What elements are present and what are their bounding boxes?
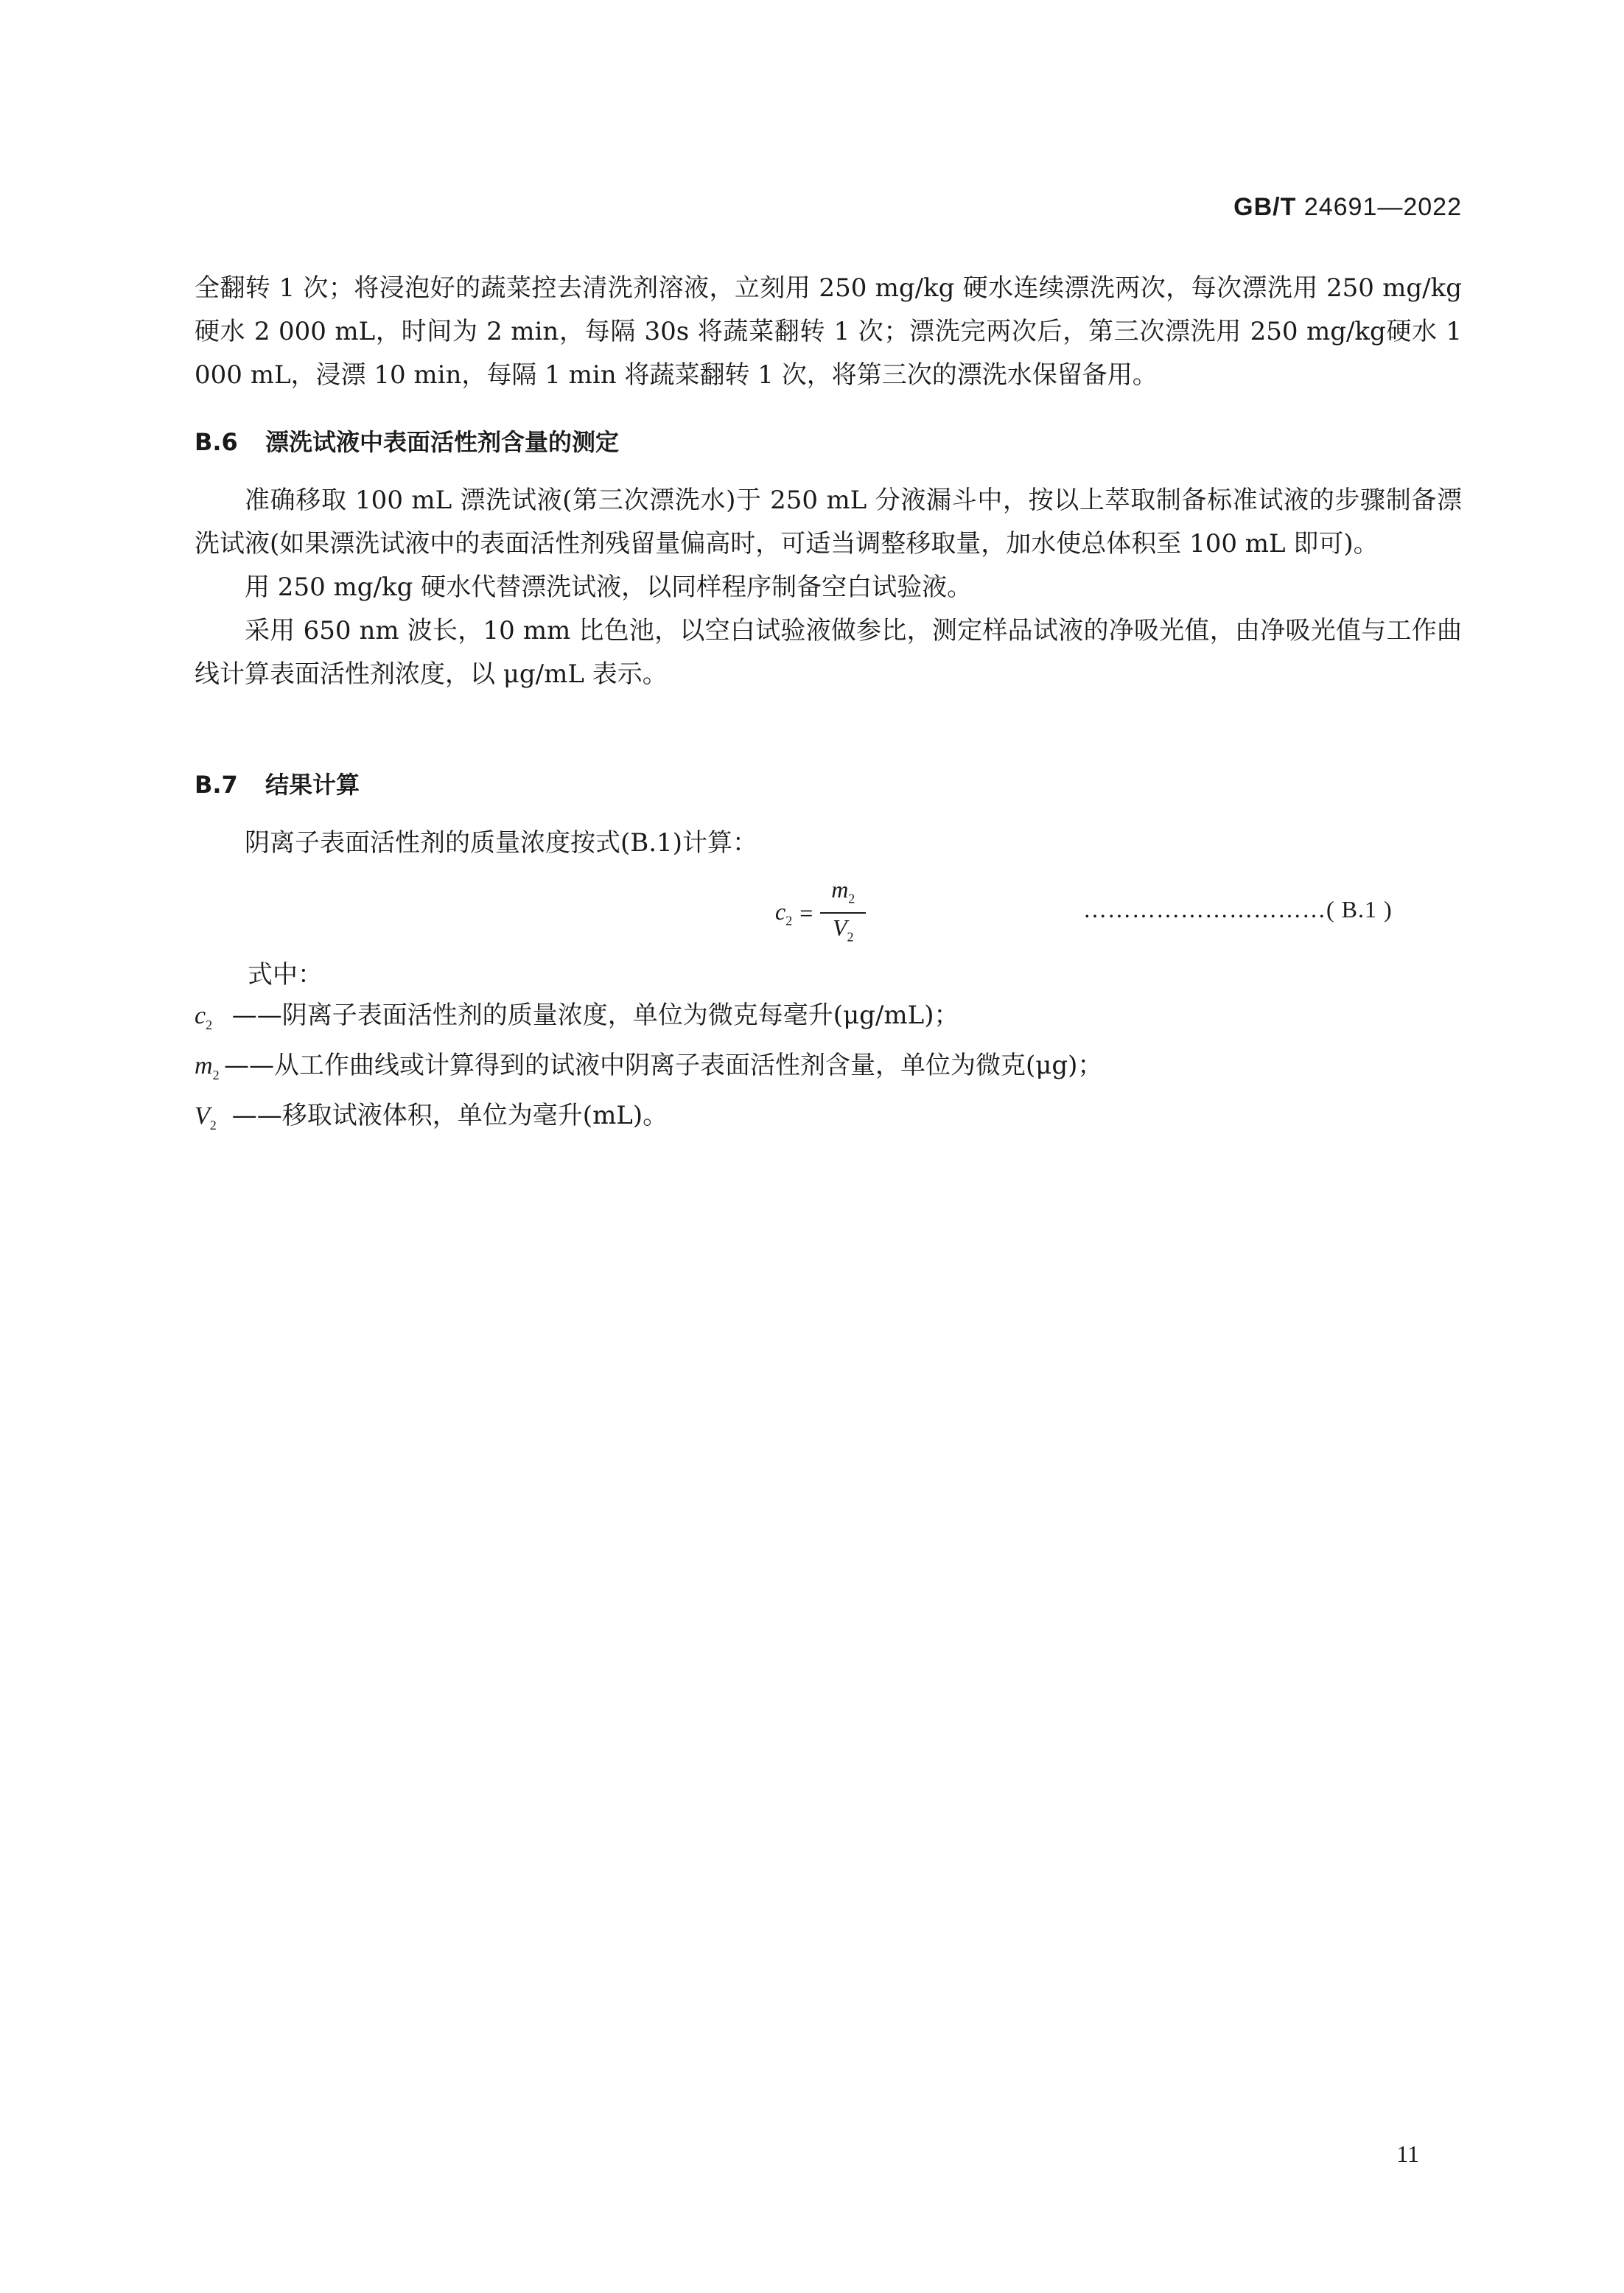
section-heading-b6 — [195, 424, 619, 458]
standard-prefix: GB/T — [1233, 193, 1297, 221]
formula-equals: = — [799, 899, 813, 926]
section-b7-intro — [195, 822, 1462, 865]
definition-symbol: $c_2$ — [195, 1002, 213, 1032]
formula-b1 — [775, 875, 866, 951]
paragraph: 采用 650 nm 波长，10 mm 比色池，以空白试验液做参比，测定样品试液的净吸光值，由净吸光值与工作曲线计算表面活性剂浓度，以 μg/mL 表示。 — [195, 616, 1462, 689]
paragraph: 准确移取 100 mL 漂洗试液(第三次漂洗水)于 250 mL 分液漏斗中，按以上萃取制备标准试液的步骤制备漂洗试液(如果漂洗试液中的表面活性剂残留量偏高时，可适当调整移取量，加水使总体积至 100 mL 即可)。 — [195, 486, 1462, 559]
continuation-paragraph: 全翻转 1 次；将浸泡好的蔬菜控去清洗剂溶液，立刻用 250 mg/kg 硬水连续漂洗两次，每次漂洗用 250 mg/kg硬水 2 000 mL，时间为 2 min，每隔 30s 将蔬菜翻转 1 次；漂洗完两次后，第三次漂洗用 250 mg/kg硬水 1 000 mL，浸漂 10 min，每隔 1 min 将蔬菜翻转 1 次，将第三次的漂洗水保留备用。 — [195, 273, 1462, 390]
section-number: B.6 — [195, 428, 238, 456]
formula-numerator: $m_2$ — [831, 876, 855, 906]
section-heading-b7 — [195, 766, 360, 800]
definition-row — [195, 1046, 1102, 1096]
paragraph: 用 250 mg/kg 硬水代替漂洗试液，以同样程序制备空白试验液。 — [245, 573, 973, 602]
definition-row — [195, 1096, 1102, 1146]
standard-code — [1233, 193, 1462, 222]
formula-denominator: $V_2$ — [832, 914, 854, 945]
definition-text: ——阴离子表面活性剂的质量浓度，单位为微克每毫升(μg/mL)； — [224, 1001, 959, 1030]
definition-symbol: $m_2$ — [195, 1051, 220, 1082]
section-title: 漂洗试液中表面活性剂含量的测定 — [265, 428, 620, 456]
equation-number: …………………………( B.1 ) — [1083, 896, 1393, 923]
section-title: 结果计算 — [265, 771, 360, 799]
where-label: 式中： — [248, 960, 323, 990]
definition-symbol: $V_2$ — [195, 1102, 217, 1133]
section-b6-body — [195, 479, 1462, 696]
definition-row — [195, 995, 1102, 1046]
section-number: B.7 — [195, 771, 238, 799]
continuation-text — [195, 267, 1462, 397]
standard-number: 24691—2022 — [1303, 193, 1462, 221]
definition-text: ——从工作曲线或计算得到的试液中阴离子表面活性剂含量，单位为微克(μg)； — [224, 1050, 1103, 1080]
definitions-block — [195, 955, 1103, 1145]
definition-text: ——移取试液体积，单位为毫升(mL)。 — [224, 1100, 668, 1130]
page-number: 11 — [1396, 2140, 1419, 2167]
formula-fraction — [820, 875, 866, 951]
formula-intro: 阴离子表面活性剂的质量浓度按式(B.1)计算： — [245, 828, 757, 858]
formula-lhs: $c_2$ — [775, 897, 793, 928]
